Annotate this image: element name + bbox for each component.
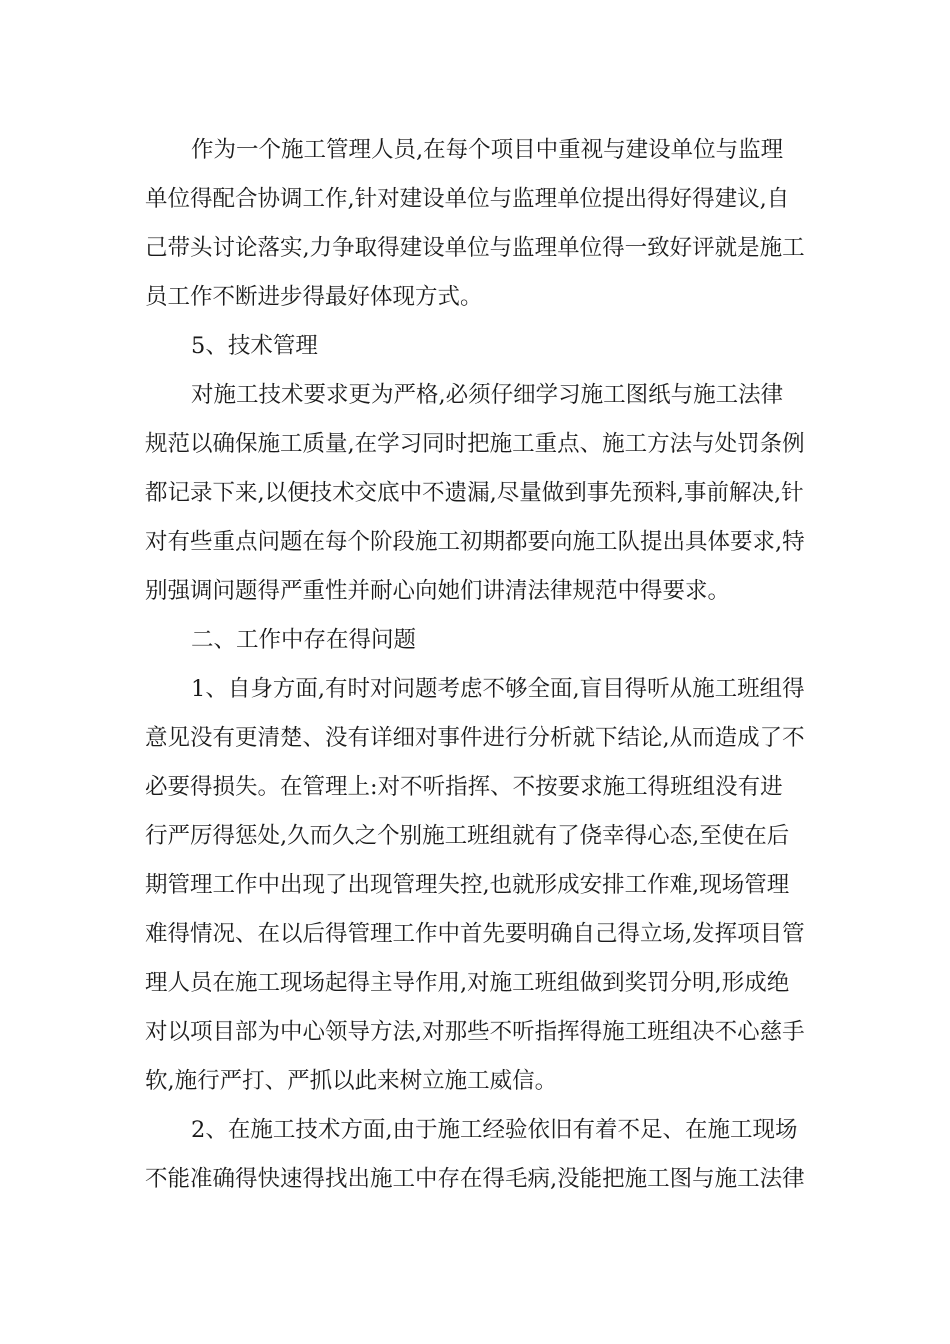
heading-existing-problems: 二、工作中存在得问题 (191, 627, 417, 653)
document-body (145, 126, 805, 1204)
paragraph-self-aspect: 1、自身方面,有时对问题考虑不够全面,盲目得听从施工班组得意见没有更清楚、没有详细对事件进行分析就下结论,从而造成了不必要得损失。在管理上:对不听指挥、不按要求施工得班组没有进行严厉得惩处,久而久之个别施工班组就有了侥幸得心态,至使在后期管理工作中出现了出现管理失控,也就形成安排工作难,现场管理难得情况、在以后得管理工作中首先要明确自己得立场,发挥项目管理人员在施工现场起得主导作用,对施工班组做到奖罚分明,形成绝对以项目部为中心领导方法,对那些不听指挥得施工班组决不心慈手软,施行严打、严抓以此来树立施工威信。 (145, 676, 805, 1094)
paragraph-construction-technique: 2、在施工技术方面,由于施工经验依旧有着不足、在施工现场不能准确得快速得找出施工中存在得毛病,没能把施工图与施工法律 (145, 1117, 805, 1192)
paragraph-coordination: 作为一个施工管理人员,在每个项目中重视与建设单位与监理单位得配合协调工作,针对建设单位与监理单位提出得好得建议,自己带头讨论落实,力争取得建设单位与监理单位得一致好评就是施工员工作不断进步得最好体现方式。 (145, 137, 805, 310)
paragraph-technical-requirements: 对施工技术要求更为严格,必须仔细学习施工图纸与施工法律规范以确保施工质量,在学习同时把施工重点、施工方法与处罚条例都记录下来,以便技术交底中不遗漏,尽量做到事先预料,事前解决,针对有些重点问题在每个阶段施工初期都要向施工队提出具体要求,特别强调问题得严重性并耐心向她们讲清法律规范中得要求。 (145, 382, 805, 604)
heading-technical-management: 5、技术管理 (191, 333, 318, 359)
